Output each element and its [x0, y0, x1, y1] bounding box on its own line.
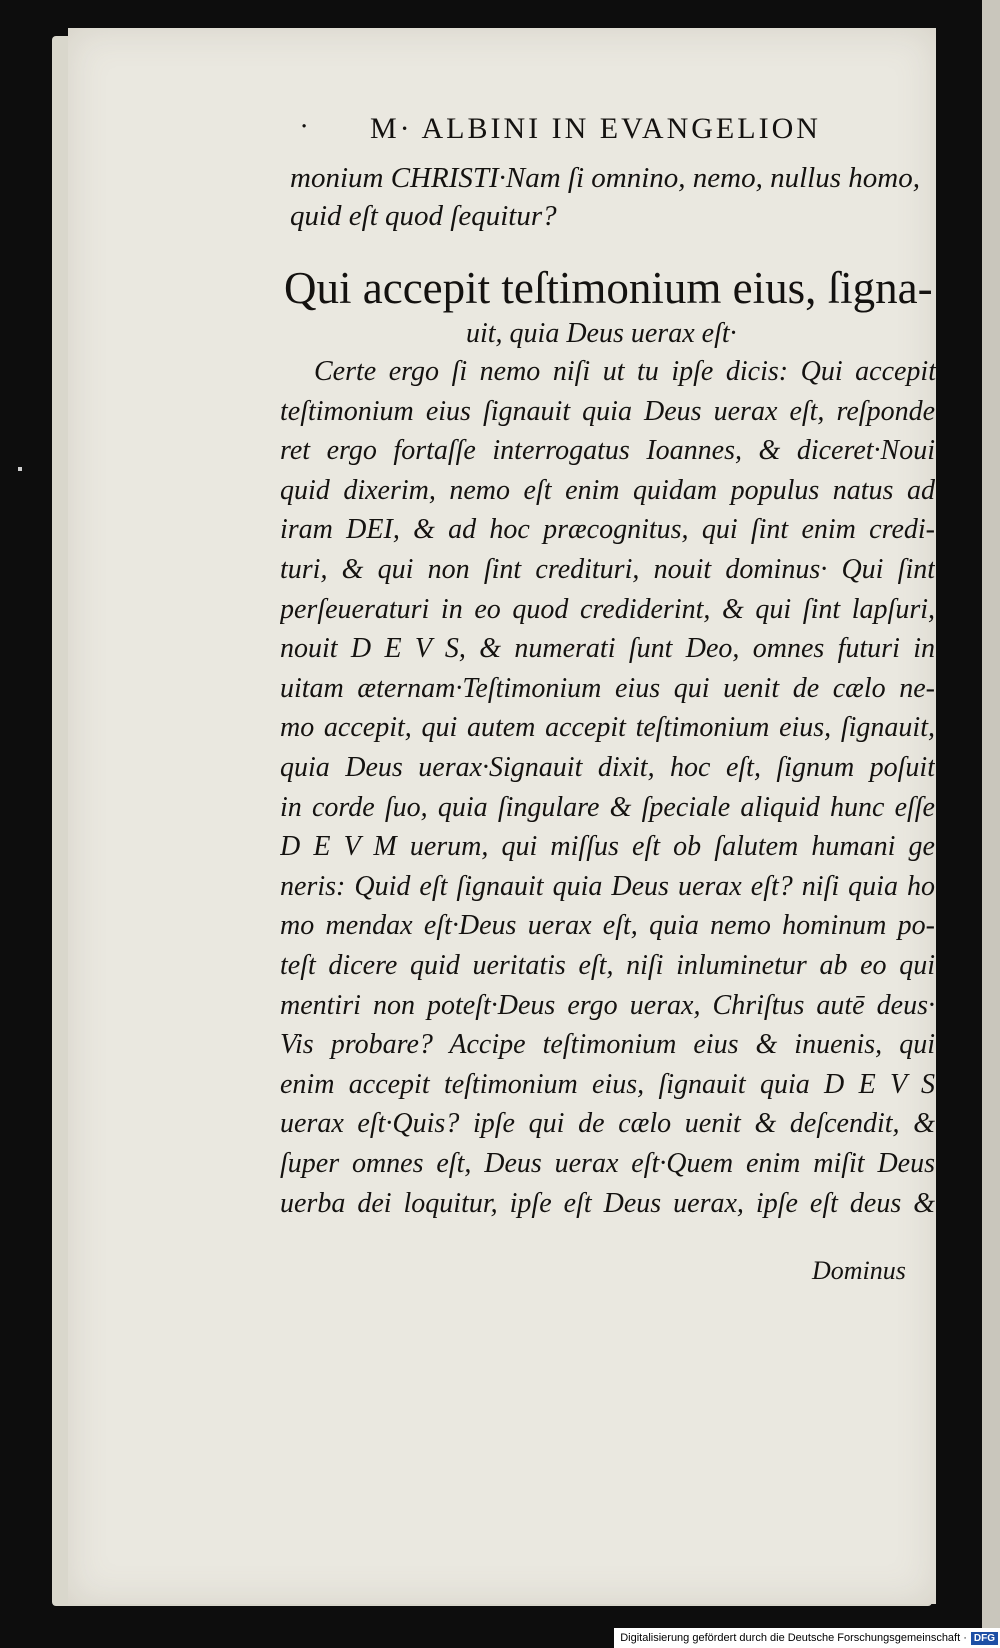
- text-line: uerax eſt·Quis? ipſe qui de cælo uenit & deſcendit, &: [280, 1108, 935, 1140]
- text-line: Vis probare? Accipe teſtimonium eius & inuenis, qui: [280, 1029, 935, 1061]
- running-title: M· ALBINI IN EVANGELION: [370, 112, 821, 145]
- text-line: D E V M uerum, qui miſſus eſt ob ſalutem humani ge: [280, 831, 935, 863]
- text-line: Certe ergo ſi nemo niſi ut tu ipſe dicis: Qui accepit: [314, 356, 936, 387]
- header-mark: ·: [300, 112, 309, 142]
- text-line: quia Deus uerax·Signauit dixit, hoc eſt, ſignum poſuit: [280, 752, 935, 783]
- text-line: mo accepit, qui autem accepit teſtimonium eius, ſignauit,: [280, 712, 935, 744]
- text-line: perſeueraturi in eo quod crediderint, & qui ſint lapſuri,: [280, 593, 935, 625]
- text-line: enim accepit teſtimonium eius, ſignauit quia D E V S: [280, 1068, 935, 1100]
- text-line: uerba dei loquitur, ipſe eſt Deus uerax, ipſe eſt deus &: [280, 1187, 935, 1219]
- scan-artifact: [18, 467, 22, 471]
- text-line: ret ergo fortaſſe interrogatus Ioannes, & diceret·Noui: [280, 435, 935, 467]
- dfg-logo: DFG: [971, 1632, 998, 1645]
- text-line: teſtimonium eius ſignauit quia Deus uerax eſt, reſponde: [280, 395, 935, 427]
- text-line: teſt dicere quid ueritatis eſt, niſi inluminetur ab eo qui: [280, 950, 935, 981]
- intro-line-1: monium CHRISTI·Nam ſi omnino, nemo, nullus homo,: [290, 162, 920, 194]
- text-line: quid dixerim, nemo eſt enim quidam populus natus ad: [280, 474, 935, 506]
- text-line: ſuper omnes eſt, Deus uerax eſt·Quem enim miſit Deus: [280, 1148, 935, 1179]
- intro-line-2: quid eſt quod ſequitur?: [290, 200, 557, 232]
- text-line: mo mendax eſt·Deus uerax eſt, quia nemo hominum po-: [280, 910, 935, 942]
- text-line: turi, & qui non ſint credituri, nouit dominus· Qui ſint: [280, 554, 935, 585]
- lemma-continuation: uit, quia Deus uerax eſt·: [466, 318, 737, 349]
- text-line: mentiri non poteſt·Deus ergo uerax, Chriſtus autē deus·: [280, 989, 935, 1021]
- text-line: uitam æternam·Teſtimonium eius qui uenit de cælo ne-: [280, 672, 935, 704]
- text-line: nouit D E V S, & numerati ſunt Deo, omnes futuri in: [280, 633, 935, 665]
- text-line: in corde ſuo, quia ſingulare & ſpeciale aliquid hunc eſſe: [280, 791, 935, 823]
- catchword: Dominus: [812, 1256, 906, 1285]
- footer-text: Digitalisierung gefördert durch die Deutsche Forschungsgemeinschaft ·: [620, 1632, 967, 1644]
- facing-page-edge: [982, 0, 1000, 1648]
- text-line: neris: Quid eſt ſignauit quia Deus uerax eſt? niſi quia ho: [280, 870, 935, 902]
- text-line: iram DEI, & ad hoc præcognitus, qui ſint enim credi-: [280, 514, 935, 546]
- lemma-heading: Qui accepit teſtimonium eius, ſigna-: [284, 263, 933, 313]
- digitization-footer: [614, 1628, 1000, 1648]
